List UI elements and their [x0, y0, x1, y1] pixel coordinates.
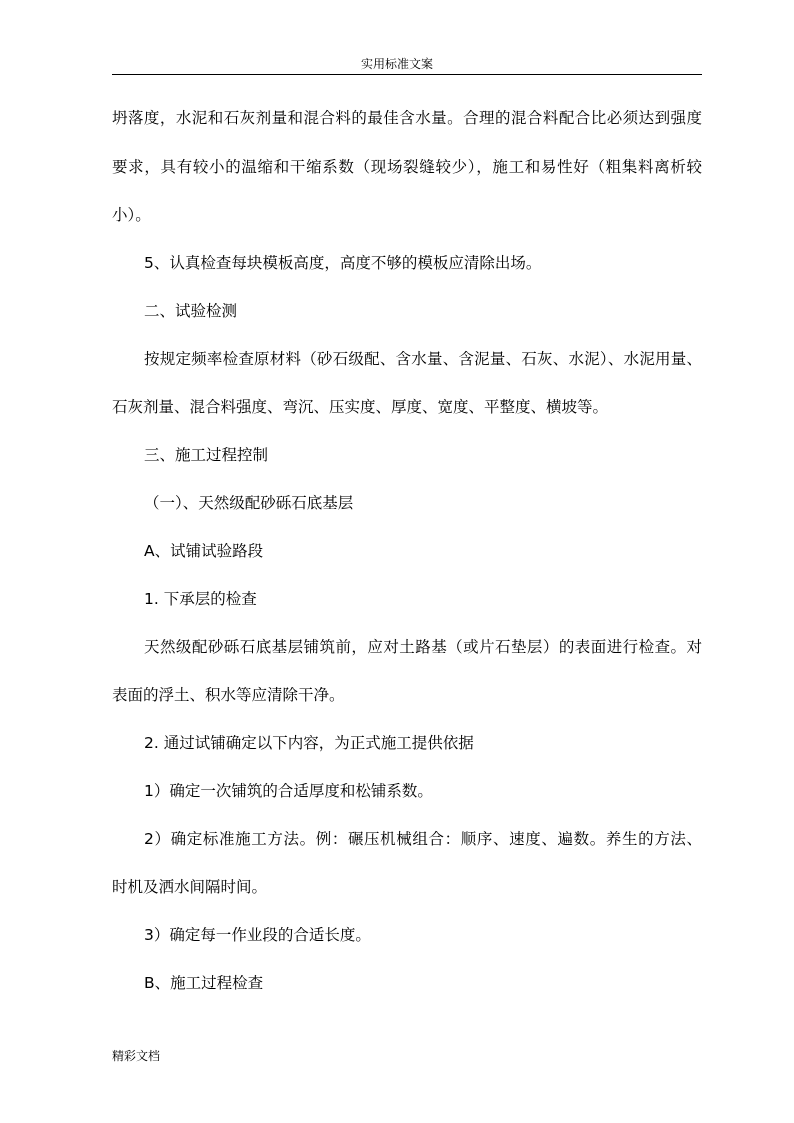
- page-header-title: 实用标准文案: [360, 57, 433, 71]
- section-heading-process-control: 三、施工过程控制: [144, 446, 269, 464]
- list-item-3: 3）确定每一作业段的合适长度。: [144, 926, 371, 944]
- section-heading-testing: 二、试验检测: [144, 302, 238, 320]
- subsection-heading-trial-section: A、试铺试验路段: [144, 542, 264, 560]
- body-line-3: 小）。: [112, 206, 151, 224]
- item-heading-underlayer-check: 1. 下承层的检查: [144, 590, 257, 608]
- list-item-2-continued: 时机及洒水间隔时间。: [112, 878, 268, 896]
- body-line-2: 要求，具有较小的温缩和干缩系数（现场裂缝较少），施工和易性好（粗集料离析较: [112, 158, 702, 176]
- subsection-heading-process-check: B、施工过程检查: [144, 974, 264, 992]
- body-line-12: 天然级配砂砾石底基层铺筑前，应对土路基（或片石垫层）的表面进行检查。对: [144, 638, 702, 656]
- body-line-7: 石灰剂量、混合料强度、弯沉、压实度、厚度、宽度、平整度、横坡等。: [112, 398, 609, 416]
- item-heading-trial-contents: 2. 通过试铺确定以下内容，为正式施工提供依据: [144, 734, 474, 752]
- body-line-4: 5、认真检查每块模板高度，高度不够的模板应清除出场。: [144, 254, 542, 272]
- body-line-13: 表面的浮土、积水等应清除干净。: [112, 686, 345, 704]
- list-item-1: 1）确定一次铺筑的合适厚度和松铺系数。: [144, 782, 433, 800]
- body-line-1: 坍落度，水泥和石灰剂量和混合料的最佳含水量。合理的混合料配合比必须达到强度: [112, 109, 702, 127]
- list-item-2: 2）确定标准施工方法。例：碾压机械组合：顺序、速度、遍数。养生的方法、: [144, 830, 702, 848]
- page-footer: 精彩文档: [112, 1049, 161, 1063]
- subsection-heading-gravel-base: （一）、天然级配砂砾石底基层: [144, 494, 354, 512]
- header-divider: [112, 74, 702, 75]
- body-line-6: 按规定频率检查原材料（砂石级配、含水量、含泥量、石灰、水泥）、水泥用量、: [144, 350, 702, 368]
